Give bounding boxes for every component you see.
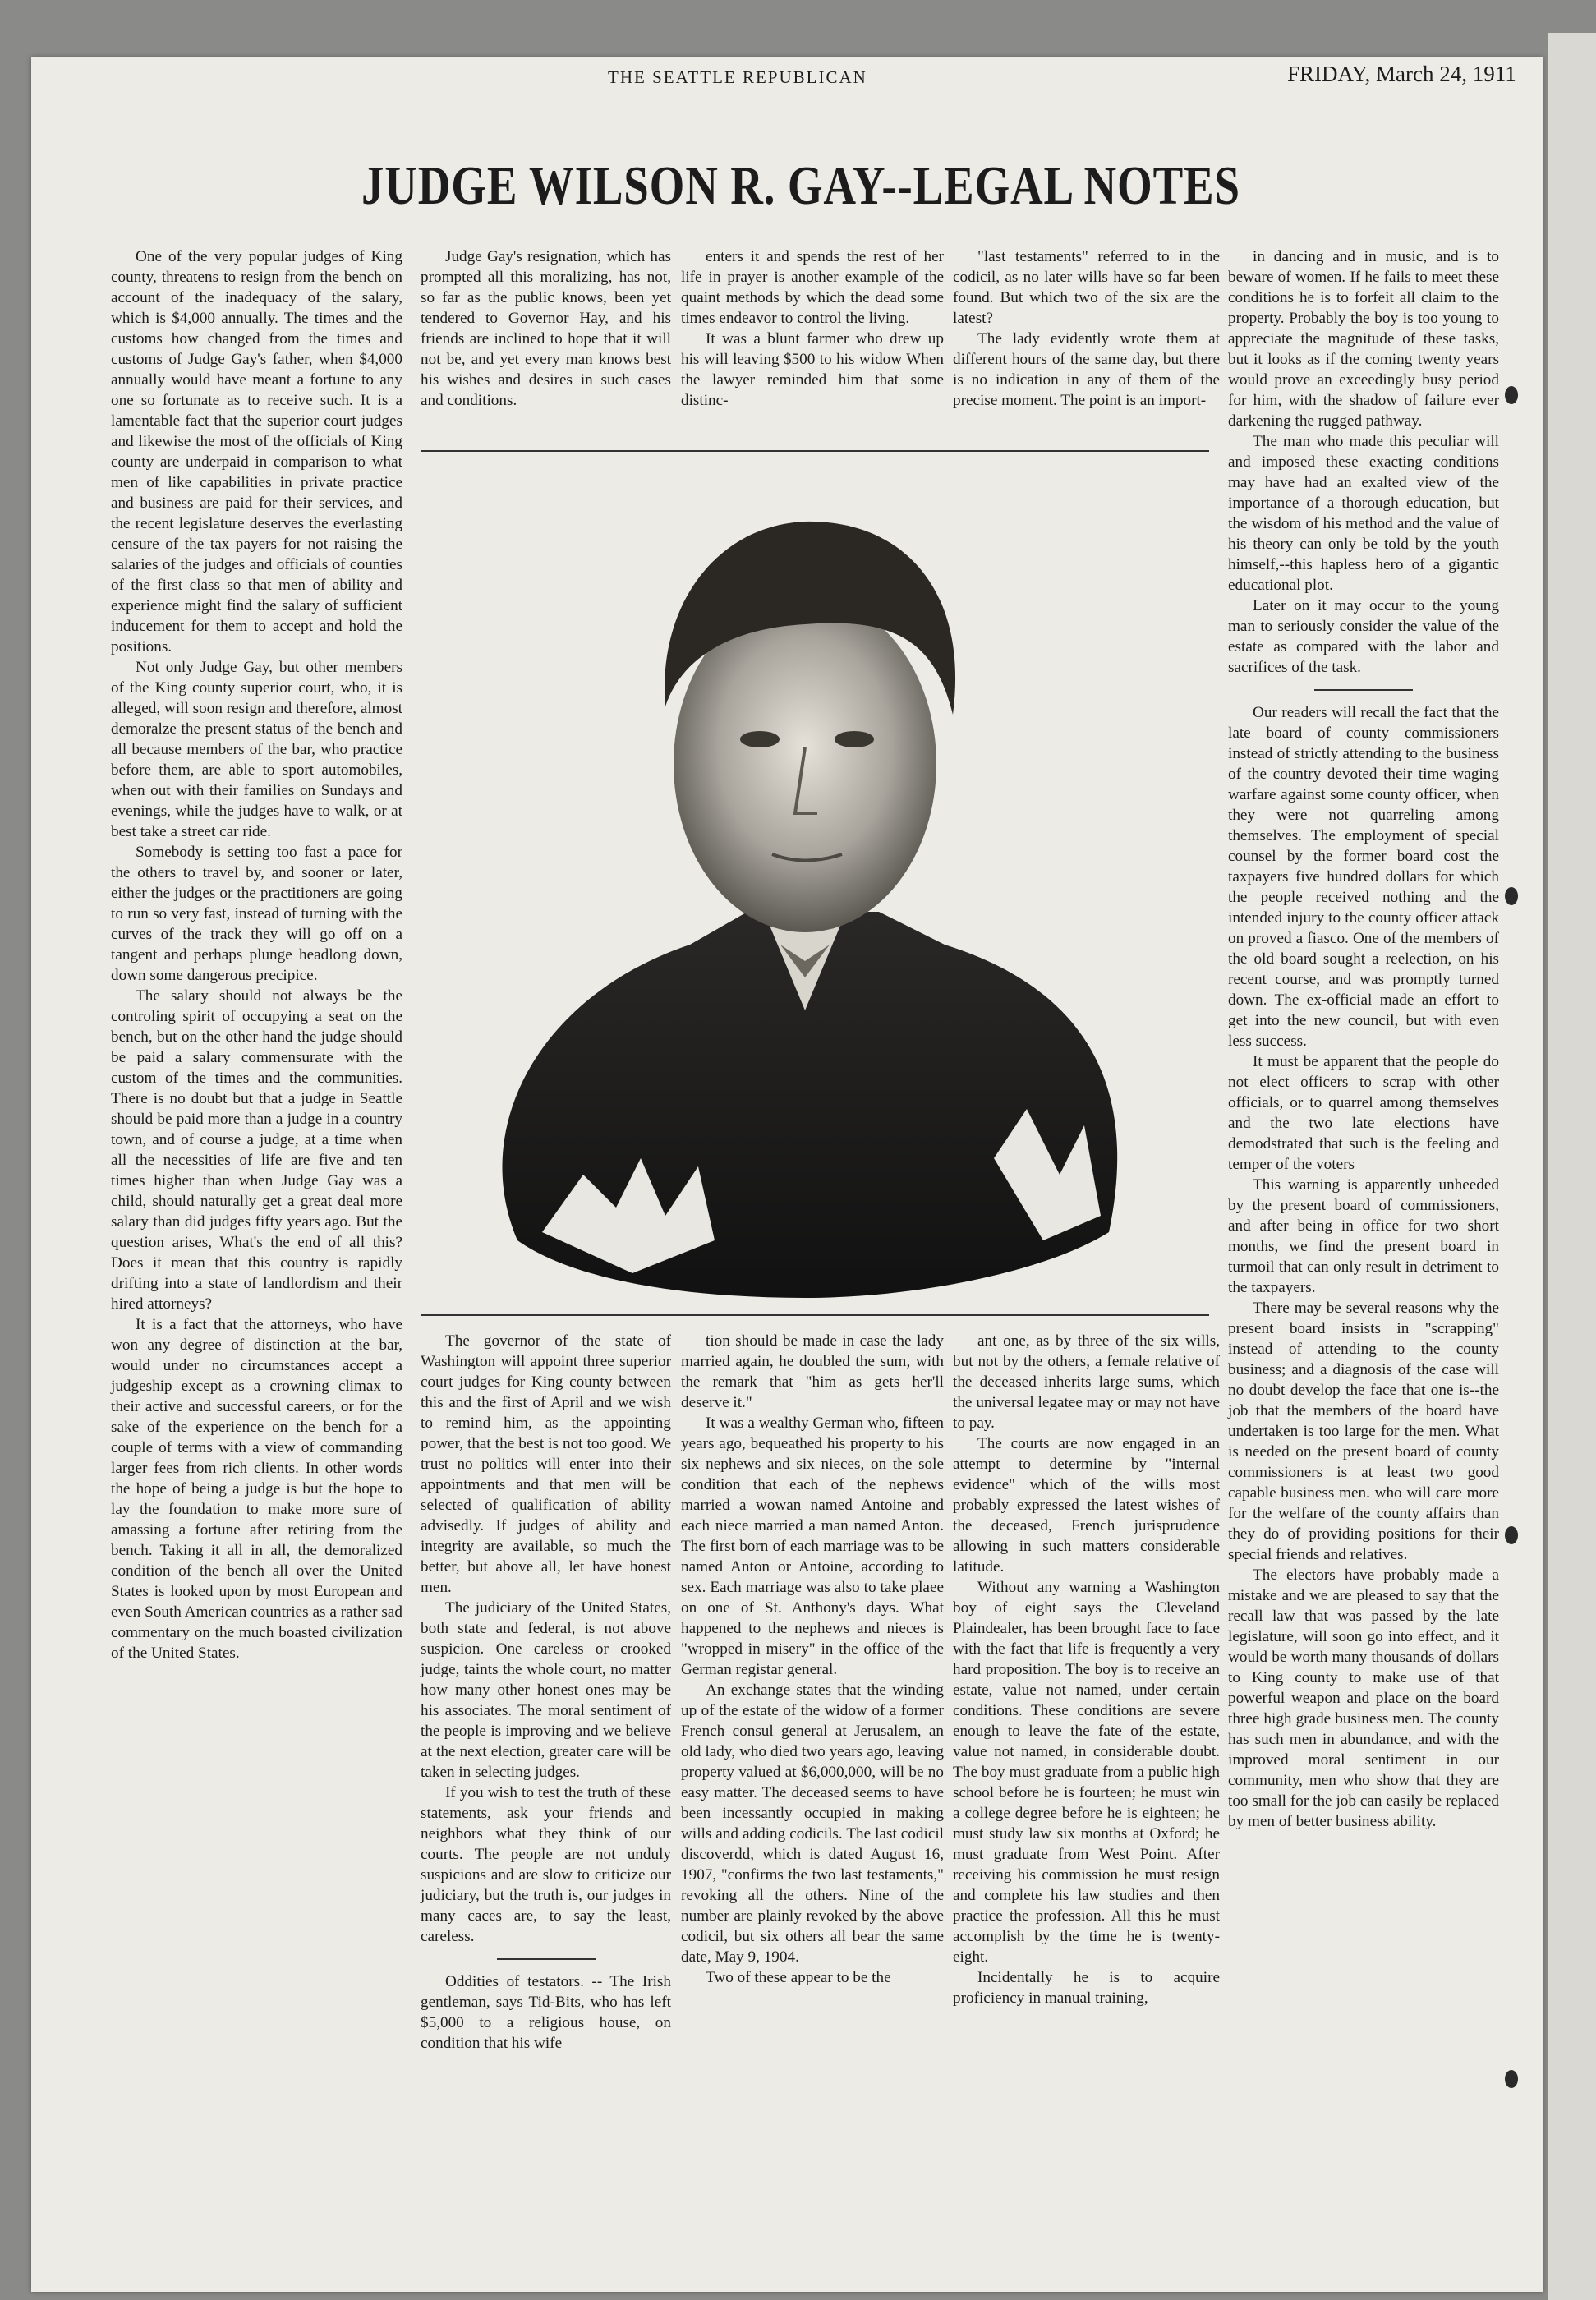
article-paragraph: Our readers will recall the fact that the late board of county commissioners instead of strictly attending to the business of the country devoted their time waging warfare against some county officer, when they were not quarreling among themselves. The employment of special counsel by the former board cost the taxpayers five hundred dollars for which the people received nothing and the intended injury to the county officer attack on proved a fiasco. One of the members of the old board sought a reelection, on his recent course, and was promptly turned down. The ex-official made an effort to get into the new council, but with even less success.	[1228, 703, 1499, 1050]
binding-hole	[1505, 2070, 1518, 2088]
article-paragraph: Two of these appear to be the	[706, 1969, 891, 1986]
article-paragraph: enters it and spends the rest of her life in prayer is another example of the quaint methods by which the dead some times endeavor to control the living.	[681, 248, 944, 327]
column-3-bottom	[681, 1331, 944, 1988]
article-paragraph: An exchange states that the winding up of the estate of the widow of a former French consul general at Jerusalem, an old lady, who died two years ago, leaving property valued at $6,000,000, will be no easy matter. The deceased seems to have been incessantly occupied in making wills and adding codicils. The last codicil discoverdd, which is dated August 16, 1907, "confirms the two last testaments," revoking all the others. Nine of the number are plainly revoked by the above codicil, but six others all bear the same date, May 9, 1904.	[681, 1681, 944, 1966]
article-paragraph: "last testaments" referred to in the codicil, as no later wills have so far been found. But which two of the six are the latest?	[953, 248, 1220, 327]
column-2-bottom	[421, 1331, 671, 2054]
article-paragraph: It was a blunt farmer who drew up his will leaving $500 to his widow When the lawyer reminded him that some distinc-	[681, 330, 944, 409]
article-paragraph: Oddities of testators. -- The Irish gentleman, says Tid-Bits, who has left $5,000 to a religious house, on condition that his wife	[421, 1972, 671, 2052]
column-1	[111, 246, 402, 1663]
article-paragraph: There may be several reasons why the present board insists in "scrapping" instead of attending to the county business; and a diagnosis of the case will no doubt develop the face that one is--the job that the members of the board have undertaken is too large for the men. What is needed on the present board of county commissioners is at least two good capable business men. who will care more for the welfare of the county affairs than they do of providing positions for their special friends and relatives.	[1228, 1299, 1499, 1563]
adjacent-page-edge	[1548, 33, 1596, 2300]
headline: JUDGE WILSON R. GAY--LEGAL NOTES	[361, 155, 1240, 216]
article-paragraph: tion should be made in case the lady married again, he doubled the sum, with the remark that "him as gets her'll deserve it."	[681, 1332, 944, 1411]
article-paragraph: Incidentally he is to acquire proficiency in manual training,	[953, 1969, 1220, 2007]
portrait-photo	[419, 452, 1207, 1310]
binding-hole	[1505, 887, 1518, 905]
column-3-top	[681, 246, 944, 411]
article-paragraph: The lady evidently wrote them at different hours of the same day, but there is no indication in any of them of the precise moment. The point is an import-	[953, 330, 1220, 409]
column-4-top	[953, 246, 1220, 411]
article-paragraph: One of the very popular judges of King county, threatens to resign from the bench on account of the inadequacy of the salary, which is $4,000 annually. The times and the customs how changed from the times and customs of Judge Gay's father, when $4,000 annually would have meant a fortune to any one so fortunate as to receive such. It is a lamentable fact that the superior court judges and likewise the most of the officials of King county are underpaid in comparison to what men of like capabilities in private practice and business are paid for their services, and the recent legislature deserves the everlasting censure of the tax payers for not raising the salaries of the judges and officials of counties of the first class so that men of ability and experience might find the salary of sufficient inducement for them to accept and hold the positions.	[111, 248, 402, 656]
dateline: FRIDAY, March 24, 1911	[1287, 62, 1516, 86]
article-paragraph: The electors have probably made a mistake and we are pleased to say that the recall law that was passed by the late legislature, will soon go into effect, and it would be worth many thousands of dollars to King county to make use of that powerful weapon and place on the board three high grade business men. The county has such men in abundance, and with the improved moral sentiment in our community, men who show that they are too small for the job can easily be replaced by men of better business ability.	[1228, 1566, 1499, 1830]
column-4-bottom	[953, 1331, 1220, 2008]
article-paragraph: If you wish to test the truth of these statements, ask your friends and neighbors what they think of our courts. The people are not unduly suspicions and are slow to criticize our judiciary, but the truth is, our judges in many caces are, to say the least, careless.	[421, 1784, 671, 1945]
article-paragraph: The man who made this peculiar will and imposed these exacting conditions may have had an exalted view of the importance of a thorough education, but the wisdom of his method and the value of his theory can only be told by the youth himself,--this hapless hero of a gigantic educational plot.	[1228, 433, 1499, 594]
article-paragraph: Not only Judge Gay, but other members of the King county superior court, who, it is alleged, will soon resign and therefore, almost demoralze the present status of the bench and all because members of the bar, who practice before them, are able to sport automobiles, when out with their families on Sundays and evenings, while the judges have to walk, or at best take a street car ride.	[111, 659, 402, 840]
article-paragraph: The salary should not always be the controling spirit of occupying a seat on the bench, but on the other hand the judge should be paid a salary commensurate with the custom of the times and the communities. There is no doubt but that a judge in Seattle should be paid more than a judge in a country town, and of course a judge, at a time when all the necessities of life are five and ten times higher than when Judge Gay was a child, should naturally get a great deal more salary than did judges fifty years ago. But the question arises, What's the end of all this? Does it mean that this country is rapidly drifting into a state of landlordism and their hired attorneys?	[111, 987, 402, 1313]
article-paragraph: Without any warning a Washington boy of eight says the Cleveland Plaindealer, has been brought face to face with the fact that life is frequently a very hard proposition. The boy is to receive an estate, value not named, under certain conditions. These conditions are severe enough to leave the fate of the estate, value not named, in considerable doubt. The boy must graduate from a public high school before he is fourteen; he must win a college degree before he is eighteen; he must study law six months at Oxford; he must graduate from West Point. After receiving his commission he must resign and complete his law studies and then practice the profession. All this he must accomplish by the time he is twenty-eight.	[953, 1579, 1220, 1966]
article-paragraph: The judiciary of the United States, both state and federal, is not above suspicion. One careless or crooked judge, taints the whole court, no matter how many other honest ones may be his associates. The moral sentiment of the people is improving and we believe at the next election, greater care will be taken in selecting judges.	[421, 1599, 671, 1781]
article-paragraph: ant one, as by three of the six wills, but not by the others, a female relative of the deceased inherits large sums, which the universal legatee may or may not have to pay.	[953, 1332, 1220, 1432]
article-paragraph: in dancing and in music, and is to beware of women. If he fails to meet these conditions he is to forfeit all claim to the property. Probably the boy is too young to appreciate the magnitude of these tasks, but it looks as if the coming twenty years would prove an exceedingly busy period for him, with the shadow of failure ever darkening the rugged pathway.	[1228, 248, 1499, 430]
article-paragraph: It must be apparent that the people do not elect officers to scrap with other officials, or to quarrel among themselves and the two late elections have demodstrated that such is the feeling and temper of the voters	[1228, 1052, 1499, 1173]
article-paragraph: Later on it may occur to the young man to seriously consider the value of the estate as compared with the labor and sacrifices of the task.	[1228, 597, 1499, 676]
article-paragraph: It was a wealthy German who, fifteen years ago, bequeathed his property to his six nephews and six nieces, on the sole condition that each of the nephews married a wowan named Antoine and each niece married a man named Anton. The first born of each marriage was to be named Anton or Antoine, according to sex. Each marriage was also to take plaee on one of St. Anthony's days. What happened to the nephews and nieces is "wropped in misery" in the office of the German registar general.	[681, 1414, 944, 1678]
article-paragraph: Somebody is setting too fast a pace for the others to travel by, and sooner or later, either the judges or the practitioners are going to run so very fast, instead of turning with the curves of the track they will go off on a tangent and perhaps plunge headlong down, down some dangerous precipice.	[111, 844, 402, 984]
binding-hole	[1505, 1526, 1518, 1544]
article-paragraph: Judge Gay's resignation, which has prompted all this moralizing, has not, so far as the public knows, been yet tendered to Governor Hay, and his friends are inclined to hope that it will not be, and yet every man knows best his wishes and desires in such cases and conditions.	[421, 248, 671, 409]
section-divider	[1314, 689, 1413, 691]
article-paragraph: It is a fact that the attorneys, who have won any degree of distinction at the bar, would under no circumstances accept a judgeship except as a crowning climax to their active and successful careers, or for the sake of the experience on the bench for a couple of terms with a view of commanding larger fees from rich clients. In other words the hope of being a judge is but the hope to lay the foundation to make more sure of amassing a fortune after retiring from the bench. Taking it all in all, the demoralized condition of the bench all over the United States is looked upon by most European and even South American countries as a rather sad commentary on the much boasted civilization of the United States.	[111, 1316, 402, 1662]
article-paragraph: The courts are now engaged in an attempt to determine by "internal evidence" which of the wills most probably expressed the latest wishes of the deceased, French jurisprudence allowing in such matters considerable latitude.	[953, 1435, 1220, 1576]
column-5	[1228, 246, 1499, 1832]
article-paragraph: The governor of the state of Washington will appoint three superior court judges for King county between this and the first of April and we wish to remind him, as the appointing power, that the best is not too good. We trust no politics will enter into their appointments and that men will be selected of qualification of ability advisedly. If judges of ability and integrity are available, so much the better, but above all, let have honest men.	[421, 1332, 671, 1596]
section-divider	[497, 1958, 596, 1960]
article-paragraph: This warning is apparently unheeded by the present board of commissioners, and after being in office for two short months, we find the present board in turmoil that can only result in detriment to the taxpayers.	[1228, 1175, 1499, 1296]
column-2-top	[421, 246, 671, 411]
newspaper-name: THE SEATTLE REPUBLICAN	[608, 67, 867, 87]
binding-hole	[1505, 386, 1518, 404]
photo-bottom-rule	[421, 1314, 1209, 1316]
